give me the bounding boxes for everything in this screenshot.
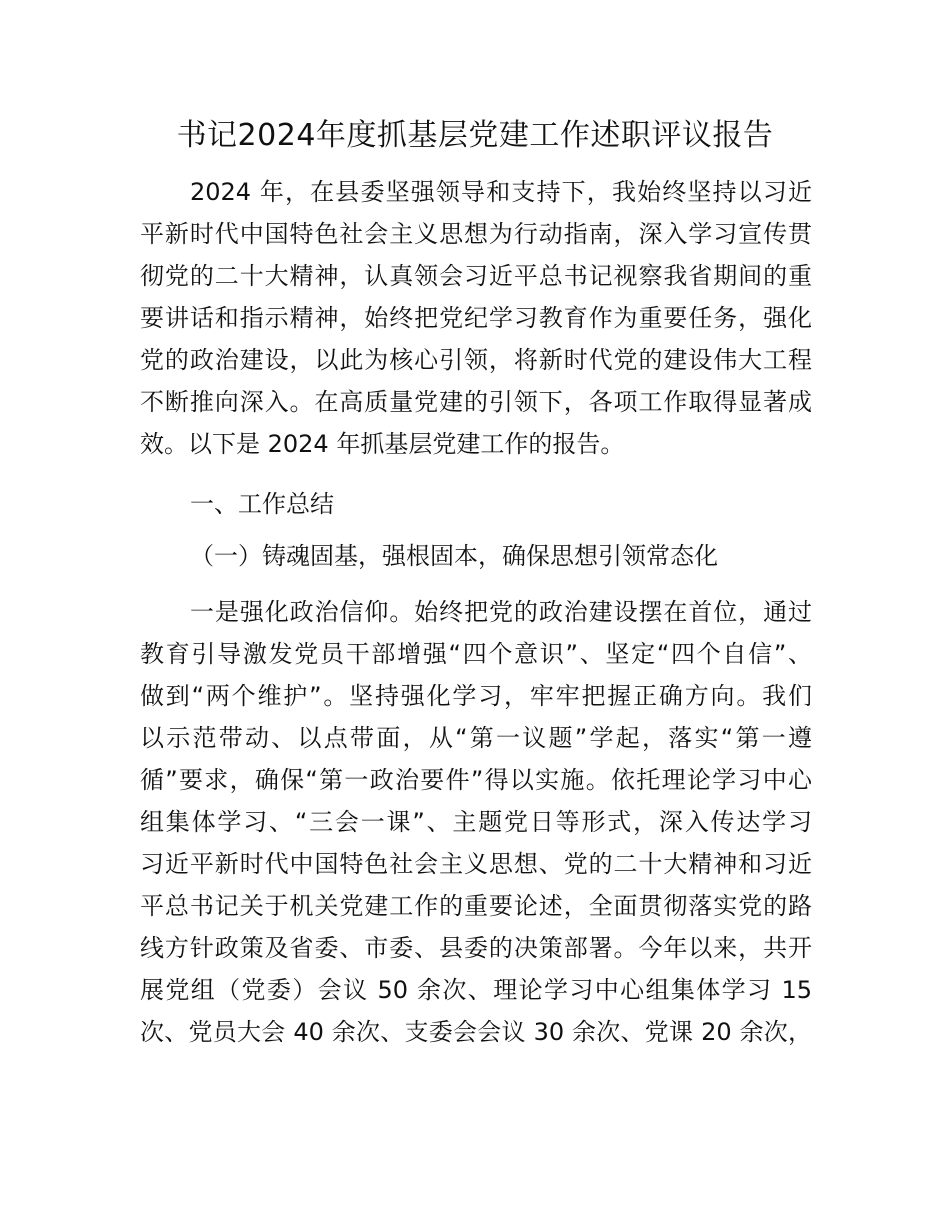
paragraph-line: 2024 年，在县委坚强领导和支持下，我始终坚持以习近 [190, 178, 812, 206]
paragraph-line: 平总书记关于机关党建工作的重要论述，全面贯彻落实党的路 [140, 892, 812, 920]
paragraph-line: 要讲话和指示精神，始终把党纪学习教育作为重要任务，强化 [140, 304, 812, 332]
paragraph-line: 彻党的二十大精神，认真领会习近平总书记视察我省期间的重 [140, 262, 812, 290]
paragraph-line: 党的政治建设，以此为核心引领，将新时代党的建设伟大工程 [140, 346, 812, 374]
paragraph-line: 做到“两个维护”。坚持强化学习，牢牢把握正确方向。我们 [140, 682, 812, 710]
paragraph-line: 习近平新时代中国特色社会主义思想、党的二十大精神和习近 [140, 850, 812, 878]
paragraph-line: 展党组（党委）会议 50 余次、理论学习中心组集体学习 15 [140, 976, 812, 1004]
paragraph-line: 教育引导激发党员干部增强“四个意识”、坚定“四个自信”、 [140, 640, 812, 668]
subsection-heading: （一）铸魂固基，强根固本，确保思想引领常态化 [190, 542, 718, 570]
paragraph-line: 平新时代中国特色社会主义思想为行动指南，深入学习宣传贯 [140, 220, 812, 248]
paragraph-line: 一是强化政治信仰。始终把党的政治建设摆在首位，通过 [190, 598, 812, 626]
paragraph-line: 线方针政策及省委、市委、县委的决策部署。今年以来，共开 [140, 934, 812, 962]
paragraph-line: 组集体学习、“三会一课”、主题党日等形式，深入传达学习 [140, 808, 812, 836]
paragraph-line: 循”要求，确保“第一政治要件”得以实施。依托理论学习中心 [140, 766, 812, 794]
paragraph-line: 效。以下是 2024 年抓基层党建工作的报告。 [140, 430, 625, 458]
document-title: 书记2024年度抓基层党建工作述职评议报告 [176, 118, 774, 153]
paragraph-line: 次、党员大会 40 余次、支委会会议 30 余次、党课 20 余次， [140, 1018, 812, 1046]
paragraph-line: 不断推向深入。在高质量党建的引领下，各项工作取得显著成 [140, 388, 812, 416]
paragraph-line: 以示范带动、以点带面，从“第一议题”学起，落实“第一遵 [140, 724, 812, 752]
section-heading: 一、工作总结 [190, 490, 334, 518]
